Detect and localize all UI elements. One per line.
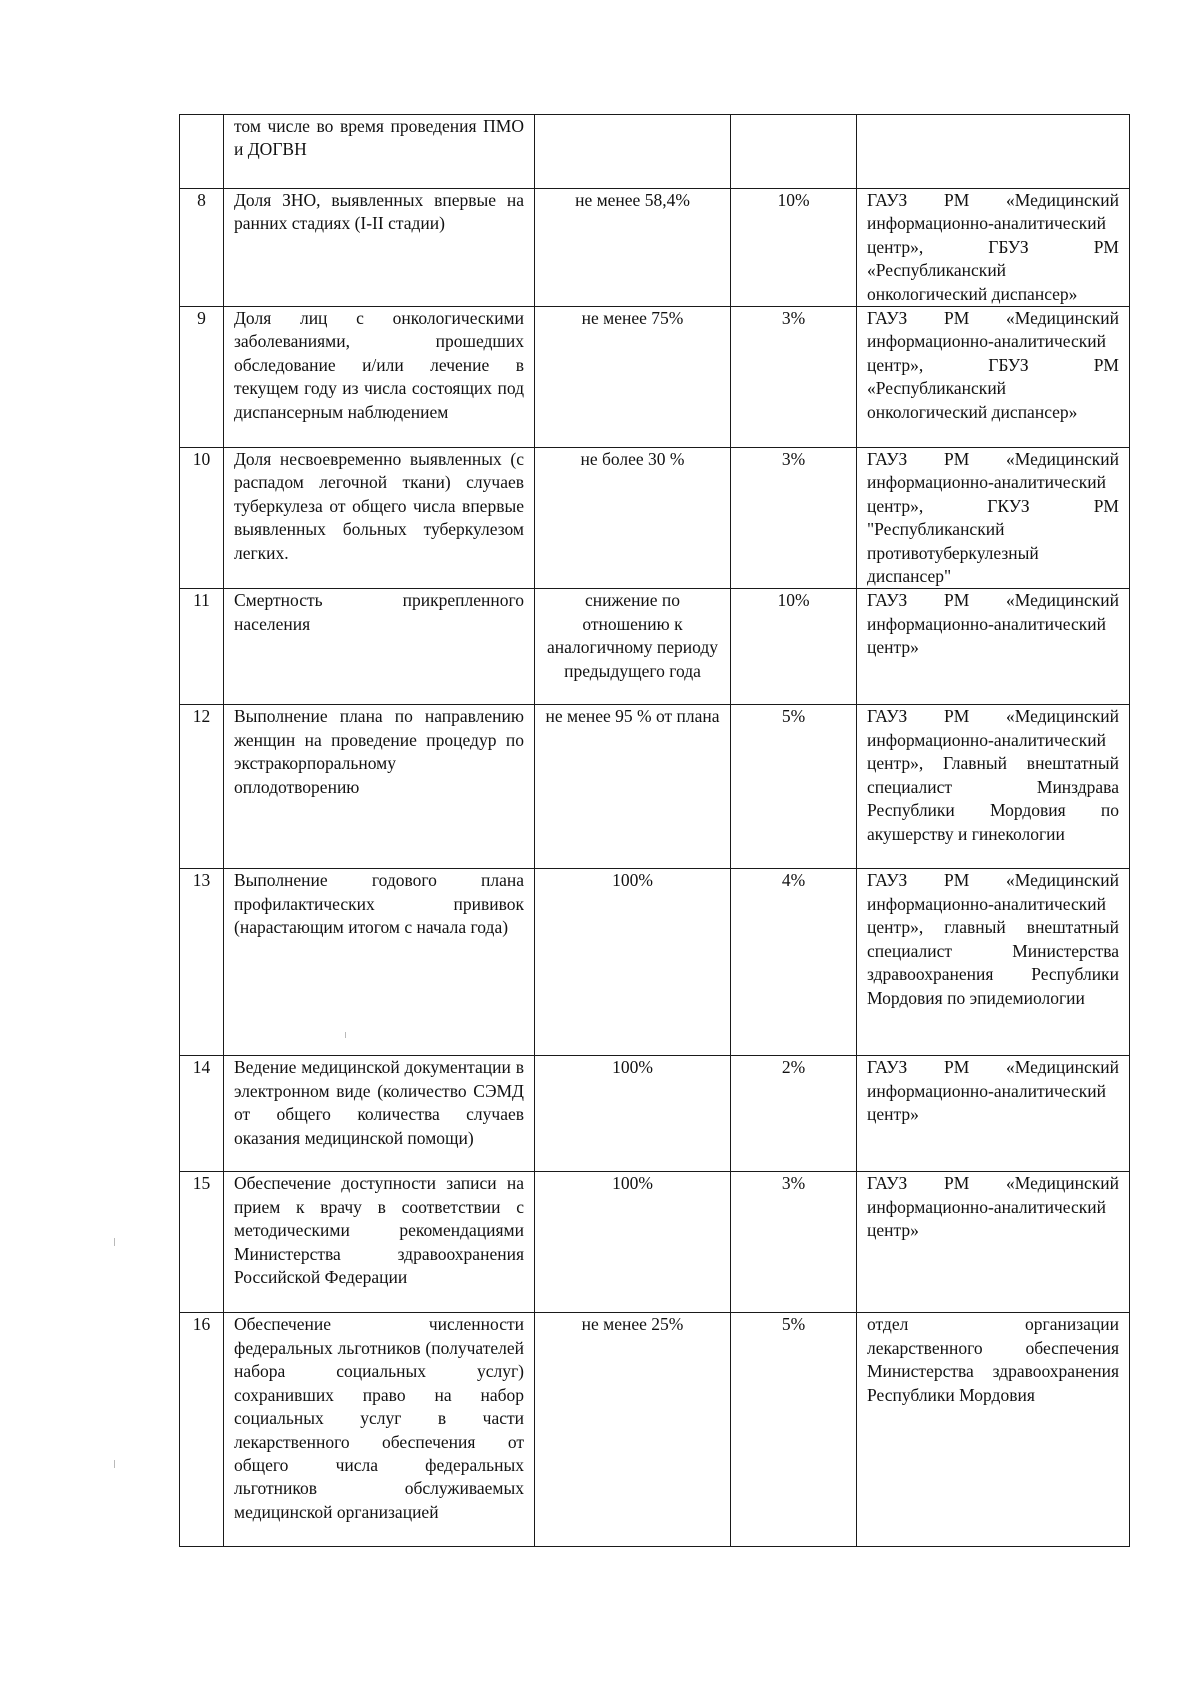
indicator-name: Выполнение годового плана профилактических прививок (нарастающим итогом с начала года) <box>224 869 535 1056</box>
table-row <box>180 448 1130 589</box>
data-source: ГАУЗ РМ «Медицинский информационно-аналитический центр» <box>857 1172 1130 1313</box>
table-row <box>180 115 1130 189</box>
target-value: 100% <box>535 1056 731 1172</box>
weight-value: 4% <box>731 869 857 1056</box>
data-source: отдел организации лекарственного обеспечения Министерства здравоохранения Республики Мордовия <box>857 1313 1130 1547</box>
row-number: 14 <box>180 1056 224 1172</box>
table-row <box>180 1056 1130 1172</box>
table-row <box>180 1313 1130 1547</box>
indicator-name: Смертность прикрепленного населения <box>224 589 535 705</box>
indicator-name: Выполнение плана по направлению женщин на проведение процедур по экстракорпоральному оплодотворению <box>224 705 535 869</box>
table-row <box>180 189 1130 307</box>
data-source: ГАУЗ РМ «Медицинский информационно-аналитический центр», ГБУЗ РМ «Республиканский онкологический диспансер» <box>857 307 1130 448</box>
row-number: 8 <box>180 189 224 307</box>
indicator-name: Обеспечение доступности записи на прием к врачу в соответствии с методическими рекомендациями Министерства здравоохранения Российской Федерации <box>224 1172 535 1313</box>
table-row <box>180 869 1130 1056</box>
data-source: ГАУЗ РМ «Медицинский информационно-аналитический центр», ГКУЗ РМ "Республиканский противотуберкулезный диспансер" <box>857 448 1130 589</box>
row-number: 11 <box>180 589 224 705</box>
row-number: 15 <box>180 1172 224 1313</box>
row-number: 12 <box>180 705 224 869</box>
indicators-table <box>179 114 1130 1547</box>
weight-value: 5% <box>731 1313 857 1547</box>
data-source: ГАУЗ РМ «Медицинский информационно-аналитический центр», Главный внештатный специалист Минздрава Республики Мордовия по акушерству и гинекологии <box>857 705 1130 869</box>
weight-value: 10% <box>731 189 857 307</box>
row-number: 16 <box>180 1313 224 1547</box>
weight-value <box>731 115 857 189</box>
indicators-table-body <box>180 115 1130 1547</box>
table-row <box>180 1172 1130 1313</box>
row-number: 10 <box>180 448 224 589</box>
row-number <box>180 115 224 189</box>
weight-value: 5% <box>731 705 857 869</box>
weight-value: 3% <box>731 307 857 448</box>
target-value: не менее 25% <box>535 1313 731 1547</box>
target-value: не менее 58,4% <box>535 189 731 307</box>
scan-mark <box>345 1032 346 1038</box>
target-value: 100% <box>535 1172 731 1313</box>
target-value: не более 30 % <box>535 448 731 589</box>
data-source <box>857 115 1130 189</box>
target-value: 100% <box>535 869 731 1056</box>
indicator-name: Доля лиц с онкологическими заболеваниями, прошедших обследование и/или лечение в текущем году из числа состоящих под диспансерным наблюдением <box>224 307 535 448</box>
row-number: 9 <box>180 307 224 448</box>
table-row <box>180 307 1130 448</box>
scan-mark <box>114 1238 115 1246</box>
weight-value: 2% <box>731 1056 857 1172</box>
table-row <box>180 589 1130 705</box>
indicator-name: Доля ЗНО, выявленных впервые на ранних стадиях (I-II стадии) <box>224 189 535 307</box>
weight-value: 3% <box>731 448 857 589</box>
target-value: снижение по отношению к аналогичному периоду предыдущего года <box>535 589 731 705</box>
target-value: не менее 75% <box>535 307 731 448</box>
weight-value: 10% <box>731 589 857 705</box>
indicator-name: Обеспечение численности федеральных льготников (получателей набора социальных услуг) сохранивших право на набор социальных услуг в части лекарственного обеспечения от общего числа федеральных льготников обслуживаемых медицинской организацией <box>224 1313 535 1547</box>
table-row <box>180 705 1130 869</box>
data-source: ГАУЗ РМ «Медицинский информационно-аналитический центр», ГБУЗ РМ «Республиканский онкологический диспансер» <box>857 189 1130 307</box>
indicator-name: Доля несвоевременно выявленных (с распадом легочной ткани) случаев туберкулеза от общего числа впервые выявленных больных туберкулезом легких. <box>224 448 535 589</box>
target-value <box>535 115 731 189</box>
weight-value: 3% <box>731 1172 857 1313</box>
scan-mark <box>114 1460 115 1468</box>
data-source: ГАУЗ РМ «Медицинский информационно-аналитический центр» <box>857 589 1130 705</box>
data-source: ГАУЗ РМ «Медицинский информационно-аналитический центр», главный внештатный специалист Министерства здравоохранения Республики Мордовия по эпидемиологии <box>857 869 1130 1056</box>
indicator-name: Ведение медицинской документации в электронном виде (количество СЭМД от общего количества случаев оказания медицинской помощи) <box>224 1056 535 1172</box>
row-number: 13 <box>180 869 224 1056</box>
target-value: не менее 95 % от плана <box>535 705 731 869</box>
indicator-name: том числе во время проведения ПМО и ДОГВН <box>224 115 535 189</box>
indicators-table-wrap <box>179 114 1130 1547</box>
data-source: ГАУЗ РМ «Медицинский информационно-аналитический центр» <box>857 1056 1130 1172</box>
